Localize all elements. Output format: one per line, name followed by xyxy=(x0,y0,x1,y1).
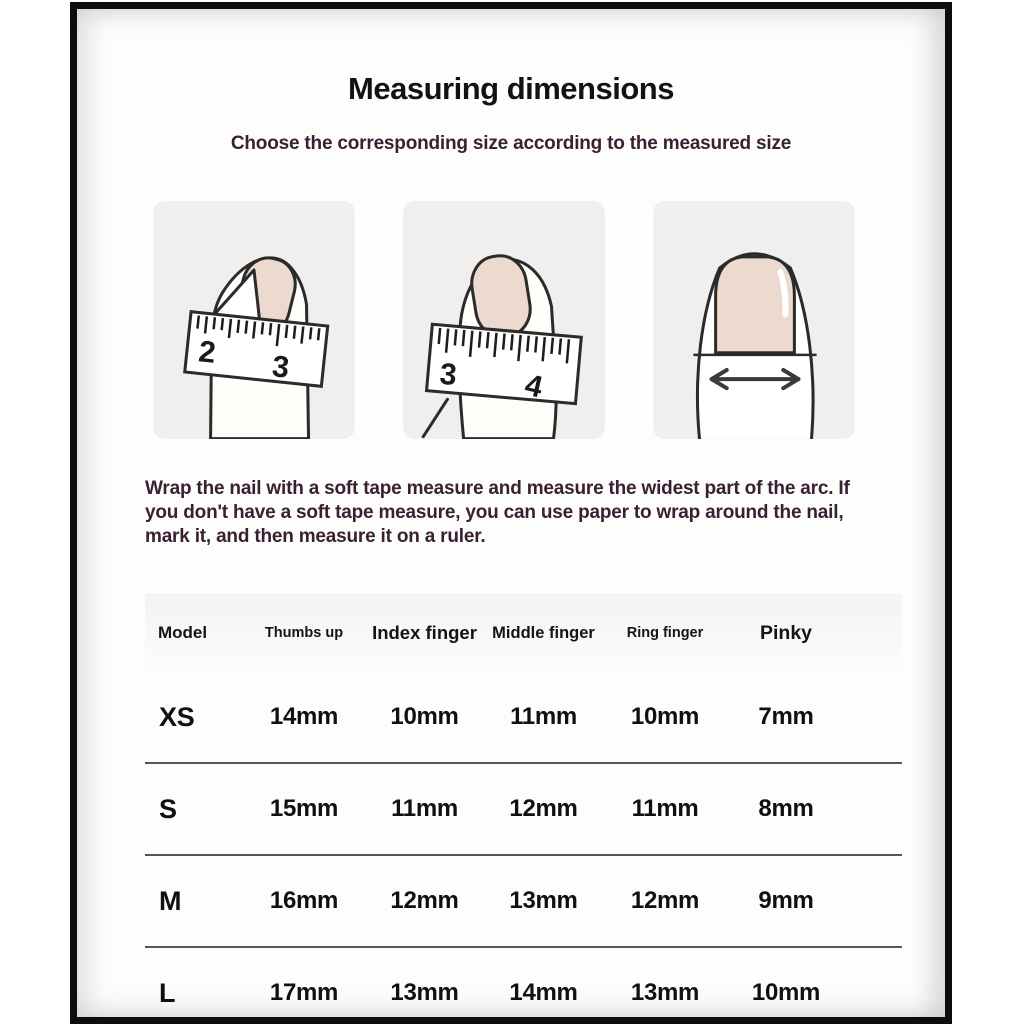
cell-model: S xyxy=(159,793,177,824)
finger-tape-icon xyxy=(153,201,355,439)
cell-model: L xyxy=(159,977,176,1008)
table-row-s xyxy=(145,764,902,856)
photo-frame xyxy=(70,2,952,1024)
page-subtitle: Choose the corresponding size according to the measured size xyxy=(230,133,792,154)
cell-model: XS xyxy=(159,701,195,732)
size-table xyxy=(145,594,902,1024)
cell-index-finger: 10mm xyxy=(390,703,459,730)
cell-ring-finger: 13mm xyxy=(630,979,700,1006)
tape-number: 2 xyxy=(196,335,218,370)
cell-ring-finger: 10mm xyxy=(630,703,700,730)
column-header-ring-finger: Ring finger xyxy=(626,625,704,641)
cell-model: M xyxy=(159,885,182,916)
cell-middle-finger: 11mm xyxy=(510,703,577,730)
instructions-text: Wrap the nail with a soft tape measure and measure the widest part of the arc. If you don't have a soft tape measure, you can use paper to wrap around the nail, mark it, and then measure it on a ruler. xyxy=(145,478,850,548)
cell-pinky: 9mm xyxy=(758,887,814,914)
column-header-model: Model xyxy=(158,623,208,642)
column-header-thumbs-up: Thumbs up xyxy=(264,625,344,641)
column-header-index-finger: Index finger xyxy=(372,622,477,643)
finger-tape-icon xyxy=(403,201,605,439)
cell-pinky: 8mm xyxy=(758,795,814,822)
cell-middle-finger: 12mm xyxy=(509,795,578,822)
cell-thumbs-up: 14mm xyxy=(269,703,339,730)
table-row-m xyxy=(145,856,902,948)
cell-index-finger: 12mm xyxy=(390,887,459,914)
tape-measure xyxy=(426,324,581,408)
finger-edge-line xyxy=(423,399,447,436)
cell-thumbs-up: 15mm xyxy=(269,795,339,822)
nail-width-icon xyxy=(653,201,855,439)
cell-pinky: 7mm xyxy=(758,703,814,730)
tape-number: 3 xyxy=(270,350,291,385)
table-header-row xyxy=(145,594,902,672)
illustration-row xyxy=(77,201,945,439)
cell-middle-finger: 14mm xyxy=(509,979,578,1006)
cell-thumbs-up: 17mm xyxy=(269,979,339,1006)
column-header-middle-finger: Middle finger xyxy=(492,623,595,642)
cell-ring-finger: 11mm xyxy=(631,795,699,822)
page-title: Measuring dimensions xyxy=(348,71,674,106)
table-row-l xyxy=(145,948,902,1024)
table-row-xs xyxy=(145,672,902,764)
cell-thumbs-up: 16mm xyxy=(269,887,339,914)
illustration-card-tape-2-3 xyxy=(153,201,355,439)
illustration-card-nail-width xyxy=(653,201,855,439)
column-header-pinky: Pinky xyxy=(759,621,813,644)
tape-number: 3 xyxy=(438,357,459,393)
cell-index-finger: 11mm xyxy=(391,795,458,822)
cell-ring-finger: 12mm xyxy=(630,887,700,914)
cell-pinky: 10mm xyxy=(751,979,821,1006)
tape-measure xyxy=(185,312,328,389)
cell-index-finger: 13mm xyxy=(390,979,459,1006)
illustration-card-tape-3-4 xyxy=(403,201,605,439)
tape-number: 4 xyxy=(521,368,546,405)
cell-middle-finger: 13mm xyxy=(509,887,578,914)
